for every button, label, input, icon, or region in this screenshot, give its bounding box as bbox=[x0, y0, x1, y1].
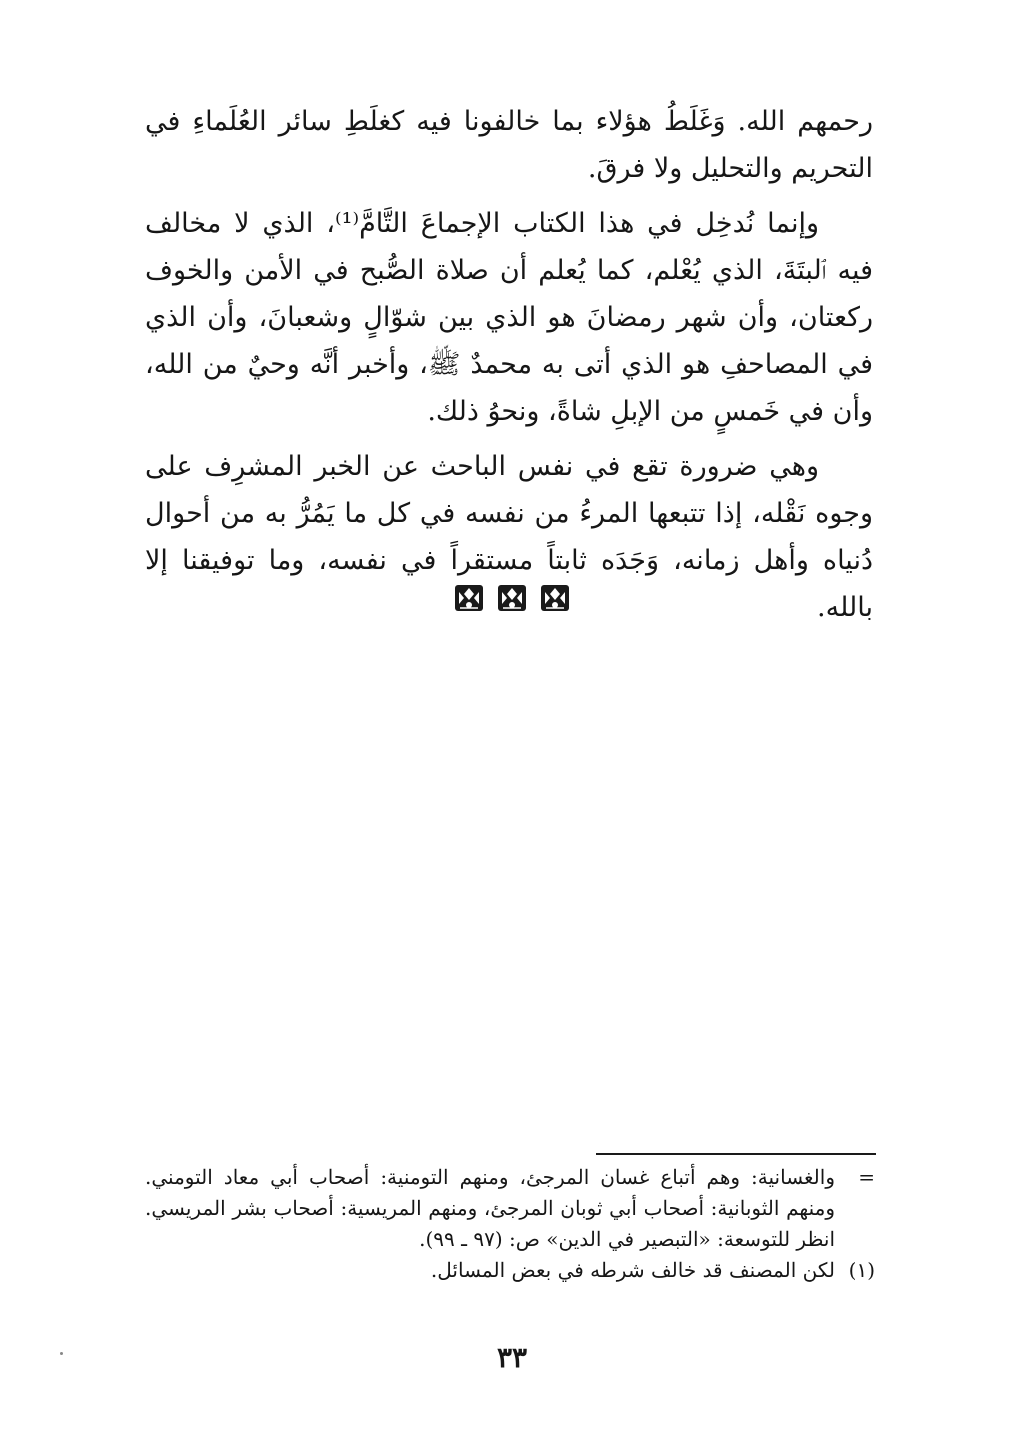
footnote-marker: = bbox=[858, 1165, 875, 1189]
scan-speck bbox=[60, 1352, 63, 1355]
footnote-text: لكن المصنف قد خالف شرطه في بعض المسائل. bbox=[430, 1258, 835, 1282]
footnote-separator bbox=[596, 1153, 876, 1155]
ornament-icon bbox=[540, 584, 570, 612]
footnote-marker: (١) bbox=[848, 1258, 875, 1282]
footnote-1 bbox=[145, 1255, 875, 1286]
paragraph-2: وإنما نُدخِل في هذا الكتاب الإجماعَ التَّامَّ⁽¹⁾، الذي لا مخالف فيه ٱلبتَةَ، الذي يُعْلم، كما يُعلم أن صلاة الصُّبح في الأمن والخوف ركعتان، وأن شهر رمضانَ هو الذي بين شوّالٍ وشعبانَ، وأن الذي في المصاحفِ هو الذي أتى به محمدٌ ﷺ، وأخبر أنَّه وحيٌ من الله، وأن في خَمسٍ من الإبلِ شاةً، ونحوُ ذلك. bbox=[145, 208, 873, 427]
page-number: ٣٣ bbox=[496, 1341, 528, 1374]
section-end-ornaments bbox=[454, 584, 570, 612]
ornament-icon bbox=[497, 584, 527, 612]
paragraph-3: وهي ضرورة تقع في نفس الباحث عن الخبر المشرِف على وجوه نَقْله، إذا تتبعها المرءُ من نفسه في كل ما يَمُرُّ به من أحوال دُنياه وأهل زمانه، وَجَدَه ثابتاً مستقراً في نفسه، وما توفيقنا إلا بالله. bbox=[145, 451, 873, 623]
footnote-text: والغسانية: وهم أتباع غسان المرجئ، ومنهم التومنية: أصحاب أبي معاد التومني. ومنهم الثوبانية: أصحاب أبي ثوبان المرجئ، ومنهم المريسية: أصحاب بشر المريسي. انظر للتوسعة: «التبصير في الدين» ص: (٩٧ ـ ٩٩). bbox=[145, 1165, 835, 1251]
footnotes-block bbox=[145, 1162, 875, 1286]
ornament-icon bbox=[454, 584, 484, 612]
paragraph-1: رحمهم الله. وَغَلَطُ هؤلاء بما خالفونا فيه كغلَطِ سائر العُلَماءِ في التحريم والتحليل ولا فرقَ. bbox=[145, 106, 873, 184]
main-text-block bbox=[145, 98, 873, 639]
footnote-continuation bbox=[145, 1162, 875, 1255]
